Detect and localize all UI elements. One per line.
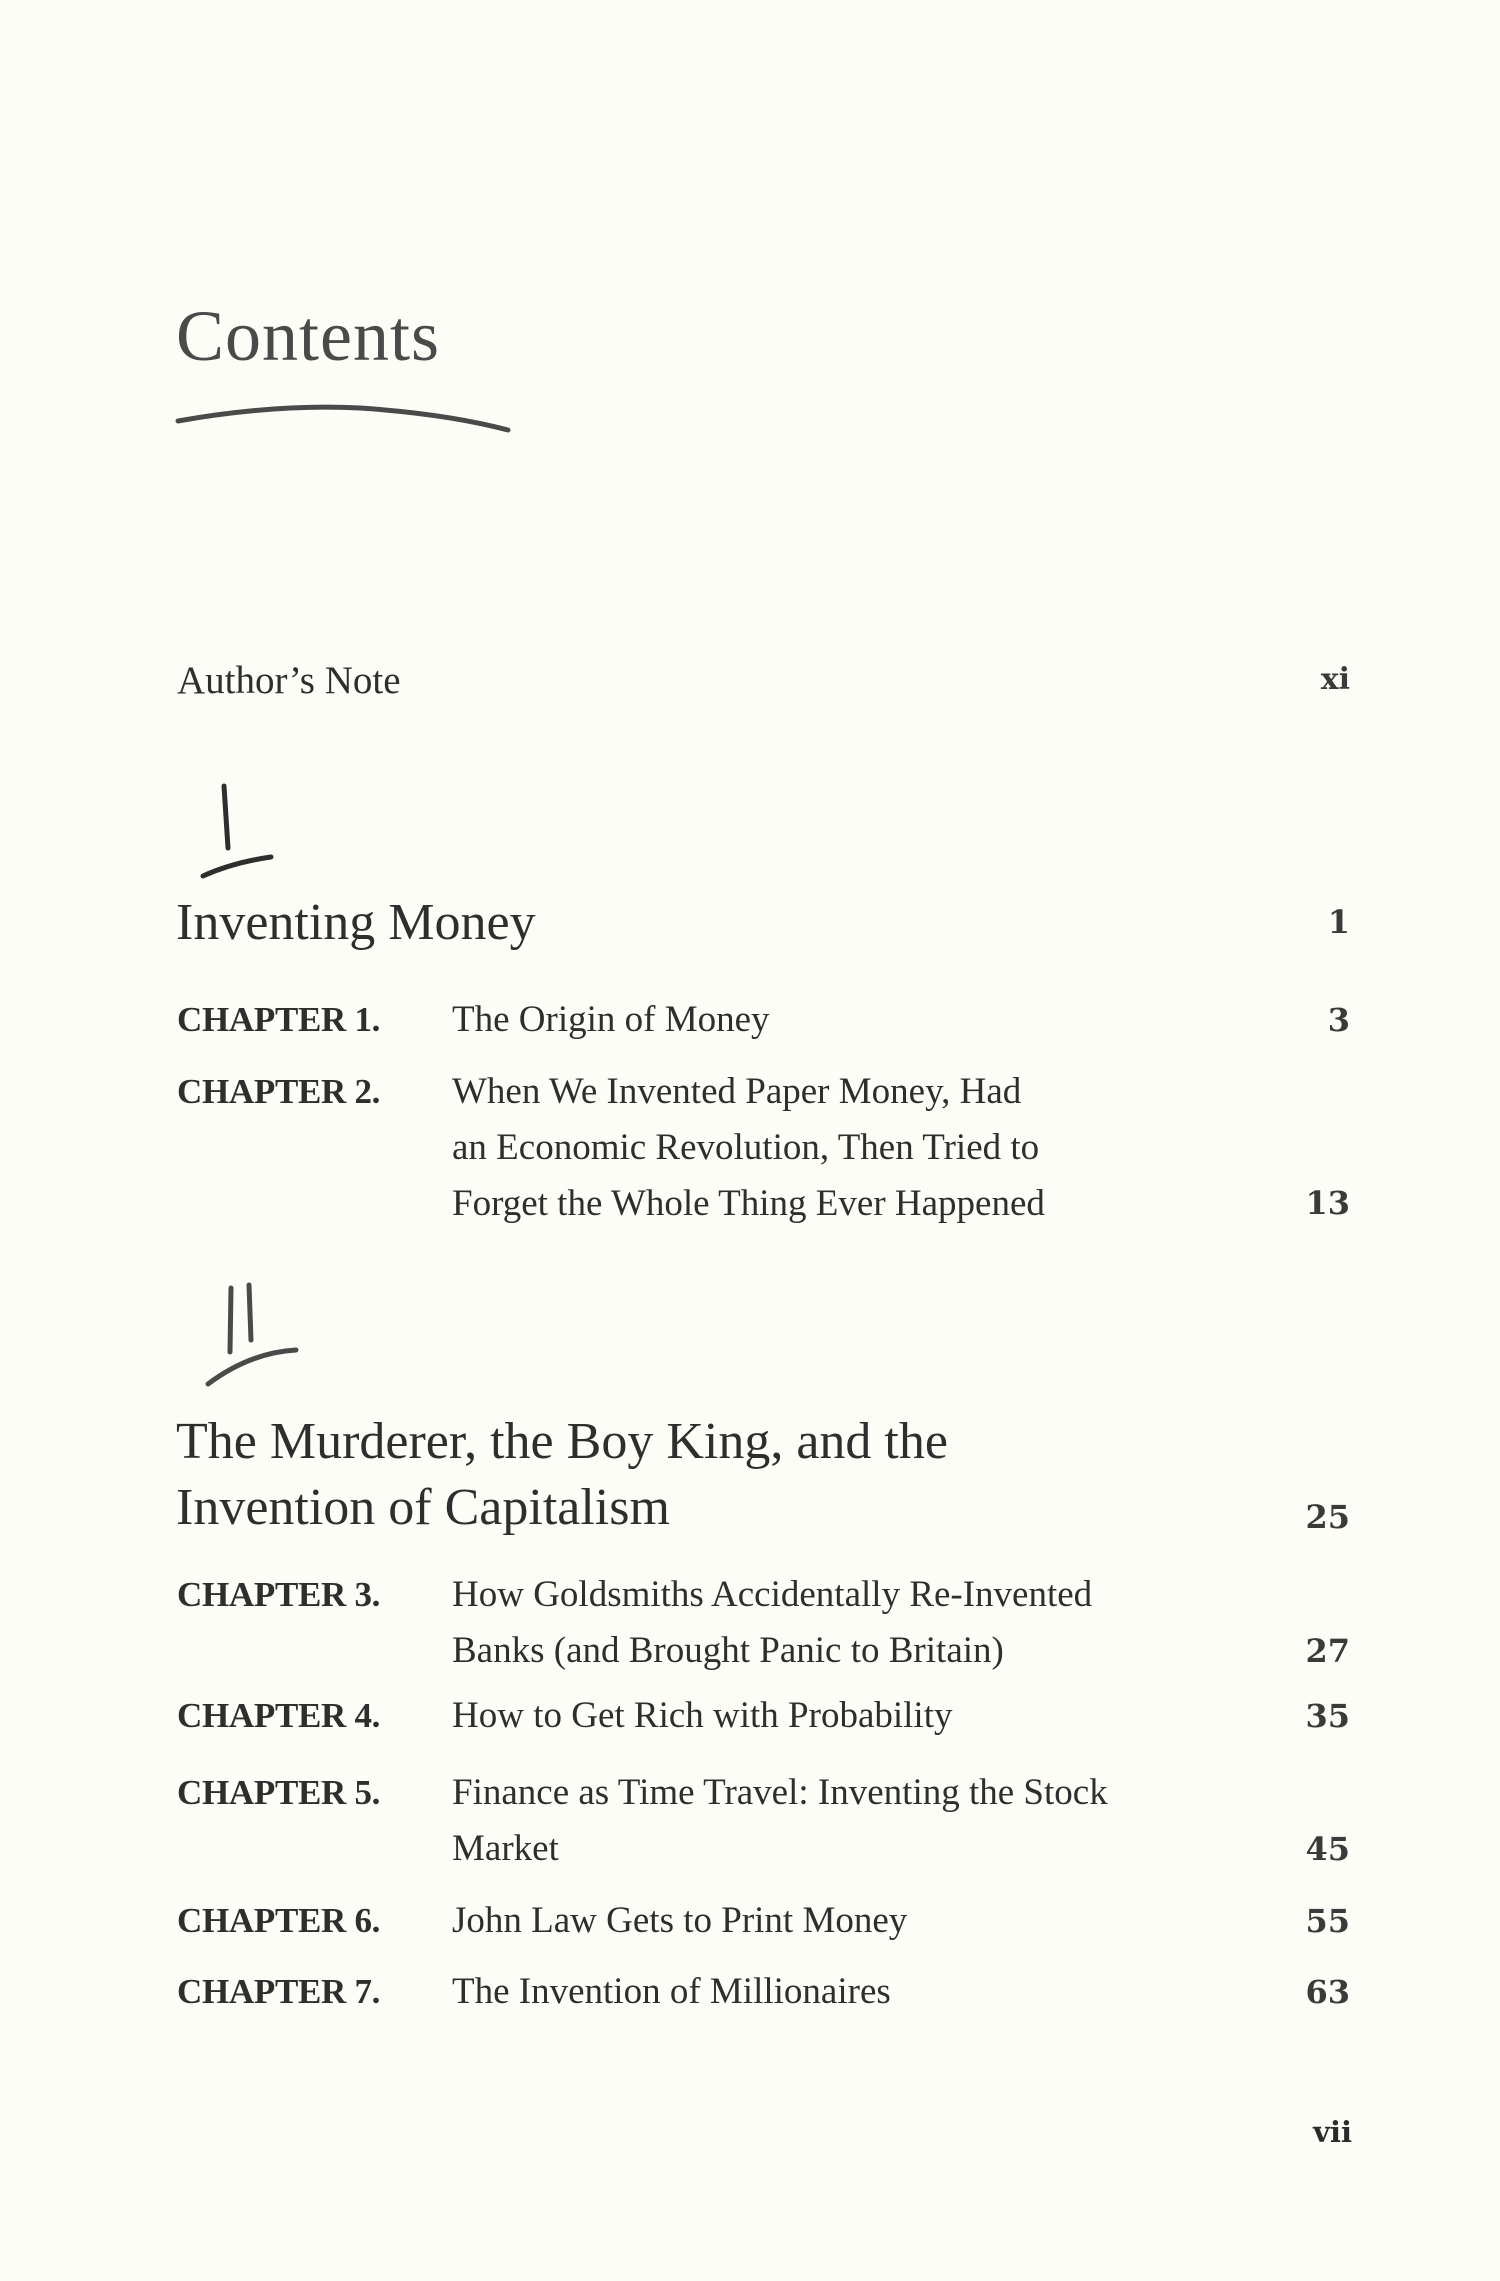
- part-title: The Murderer, the Boy King, and the Invention of Capitalism: [176, 1413, 948, 1536]
- toc-page-number: 55: [1305, 1902, 1350, 1940]
- chapter-title: John Law Gets to Print Money: [452, 1900, 908, 1941]
- toc-page-number: xi: [1320, 662, 1350, 697]
- chapter-title: When We Invented Paper Money, Had an Economic Revolution, Then Tried to Forget the Whole Thing Ever Happened: [452, 1071, 1045, 1224]
- chapter-label: CHAPTER 6.: [177, 1901, 381, 1940]
- chapter-label: CHAPTER 3.: [177, 1575, 381, 1614]
- page-title: Contents: [176, 296, 441, 376]
- chapter-label: CHAPTER 4.: [177, 1696, 381, 1735]
- chapter-label: CHAPTER 5.: [177, 1773, 381, 1812]
- chapter-title: The Origin of Money: [452, 999, 770, 1040]
- toc-page-number: 25: [1305, 1498, 1350, 1536]
- toc-page-number: 1: [1327, 903, 1350, 941]
- toc-entry-title: Author’s Note: [177, 659, 401, 702]
- toc-page-number: 35: [1305, 1697, 1350, 1735]
- chapter-title: Finance as Time Travel: Inventing the Stock Market: [452, 1772, 1108, 1869]
- toc-page-number: 3: [1327, 1001, 1350, 1039]
- toc-page-number: 13: [1305, 1184, 1350, 1222]
- page-folio: vii: [1313, 2115, 1352, 2149]
- toc-page-number: 27: [1305, 1632, 1350, 1670]
- chapter-label: CHAPTER 2.: [177, 1072, 381, 1111]
- chapter-label: CHAPTER 1.: [177, 1000, 381, 1039]
- toc-page-number: 63: [1305, 1973, 1350, 2011]
- chapter-label: CHAPTER 7.: [177, 1972, 381, 2011]
- chapter-title: The Invention of Millionaires: [452, 1971, 891, 2012]
- chapter-title: How Goldsmiths Accidentally Re-Invented Banks (and Brought Panic to Britain): [452, 1574, 1093, 1671]
- toc-page-number: 45: [1305, 1830, 1350, 1868]
- chapter-title: How to Get Rich with Probability: [452, 1695, 953, 1736]
- part-title: Inventing Money: [176, 894, 536, 951]
